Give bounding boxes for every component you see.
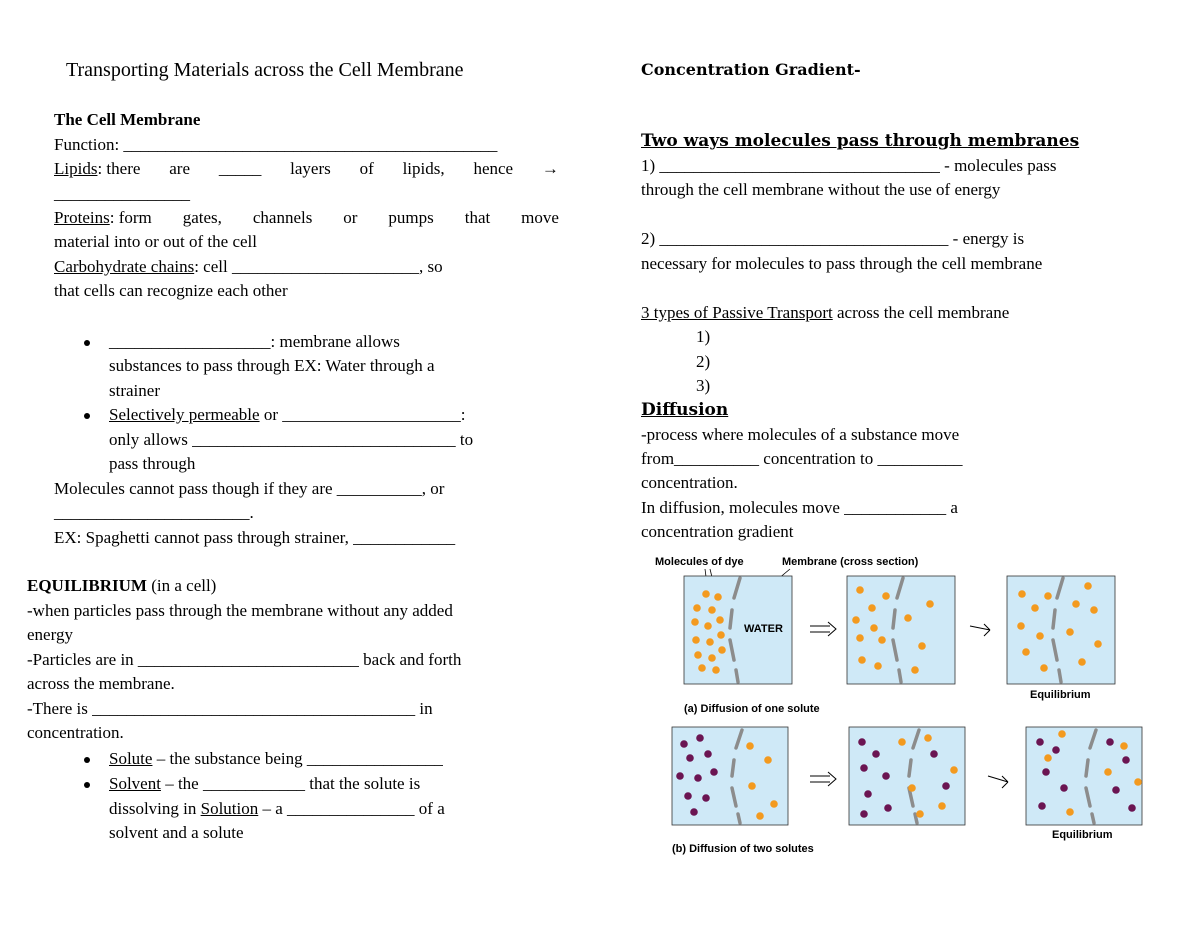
purple-molecule	[1042, 768, 1050, 776]
orange-molecule	[904, 614, 912, 622]
way2-line2: necessary for molecules to pass through the cell membrane	[641, 254, 1043, 273]
eq-line1: -when particles pass through the membrane without any added	[27, 601, 453, 620]
purple-molecule	[1038, 802, 1046, 810]
orange-molecule	[712, 666, 720, 674]
purple-molecule	[858, 738, 866, 746]
orange-molecule	[916, 810, 924, 818]
solvent-label: Solvent	[109, 774, 161, 793]
bullet2-line3: pass through	[109, 454, 196, 473]
purple-molecule	[702, 794, 710, 802]
orange-molecule	[1094, 640, 1102, 648]
orange-molecule	[691, 618, 699, 626]
water-box-b2	[849, 727, 965, 825]
lipids-word: lipids,	[402, 159, 445, 178]
orange-molecule	[716, 616, 724, 624]
water-label: WATER	[744, 623, 783, 635]
purple-molecule	[884, 804, 892, 812]
diff-line3: concentration.	[641, 473, 738, 492]
bullet1-line3: strainer	[109, 381, 160, 400]
eq-line5: -There is ______________________________________ in	[27, 699, 433, 718]
purple-molecule	[1128, 804, 1136, 812]
bullet-dot	[84, 782, 90, 788]
orange-molecule	[1031, 604, 1039, 612]
orange-molecule	[1058, 730, 1066, 738]
proteins-word: move	[521, 208, 559, 227]
solute-rest: – the substance being ________________	[152, 749, 443, 768]
purple-molecule	[686, 754, 694, 762]
orange-molecule	[748, 782, 756, 790]
diffusion-heading: Diffusion	[641, 400, 729, 420]
water-box-a2	[847, 576, 955, 684]
orange-molecule	[1017, 622, 1025, 630]
purple-molecule	[942, 782, 950, 790]
orange-molecule	[858, 656, 866, 664]
orange-molecule	[717, 631, 725, 639]
bullet2-line2: only allows _______________________________ to	[109, 430, 474, 449]
bullet-dot	[84, 340, 90, 346]
eq-line4: across the membrane.	[27, 674, 175, 693]
double-arrow-icon	[810, 772, 836, 786]
orange-molecule	[870, 624, 878, 632]
solute-label: Solute	[109, 749, 153, 768]
diff-line4: In diffusion, molecules move ____________ a	[641, 498, 958, 517]
orange-molecule	[856, 586, 864, 594]
orange-molecule	[1084, 582, 1092, 590]
purple-molecule	[684, 792, 692, 800]
proteins-word: : form	[109, 208, 152, 227]
orange-molecule	[693, 604, 701, 612]
purple-molecule	[690, 808, 698, 816]
diff-line2: from__________ concentration to __________	[641, 449, 963, 468]
purple-molecule	[930, 750, 938, 758]
membrane-cross-section-label: Membrane (cross section)	[782, 556, 919, 568]
lipids-label: Lipids	[54, 159, 98, 178]
proteins-line2: material into or out of the cell	[54, 232, 257, 251]
two-ways-heading: Two ways molecules pass through membranes	[641, 131, 1080, 151]
eq-line2: energy	[27, 625, 73, 644]
orange-molecule	[856, 634, 864, 642]
bullet2-rest: or _____________________:	[259, 405, 466, 424]
water-box-b1	[672, 727, 788, 825]
purple-molecule	[680, 740, 688, 748]
bullet-dot	[84, 757, 90, 763]
orange-molecule	[1090, 606, 1098, 614]
solvent-line2-pre: dissolving in	[109, 799, 201, 818]
lipids-word: layers	[290, 159, 331, 178]
proteins-line	[54, 206, 559, 230]
orange-molecule	[908, 784, 916, 792]
orange-molecule	[764, 756, 772, 764]
solvent-line2-post: – a _______________ of a	[258, 799, 445, 818]
caption-a: (a) Diffusion of one solute	[684, 703, 820, 715]
orange-molecule	[868, 604, 876, 612]
purple-molecule	[696, 734, 704, 742]
equilibrium-heading-line	[27, 574, 216, 598]
way1-line1: 1) _________________________________ - molecules pass	[641, 156, 1057, 175]
cell-membrane-heading: The Cell Membrane	[54, 110, 201, 129]
bullet1-line2: substances to pass through EX: Water through a	[109, 356, 435, 375]
proteins-word: pumps	[388, 208, 434, 227]
equilibrium-heading: EQUILIBRIUM	[27, 576, 147, 595]
carbs-line2: that cells can recognize each other	[54, 281, 288, 300]
orange-molecule	[1044, 592, 1052, 600]
orange-molecule	[1066, 628, 1074, 636]
orange-molecule	[878, 636, 886, 644]
orange-molecule	[698, 664, 706, 672]
orange-molecule	[926, 600, 934, 608]
proteins-word: channels	[252, 208, 313, 227]
equilibrium-sub: (in a cell)	[146, 576, 217, 595]
orange-molecule	[708, 654, 716, 662]
type-item-1: 1)	[696, 327, 711, 346]
carbs-line	[54, 255, 443, 279]
bullet2-line1	[109, 403, 465, 427]
solvent-line2	[109, 797, 445, 821]
orange-molecule	[898, 738, 906, 746]
diff-line5: concentration gradient	[641, 522, 794, 541]
type-item-3: 3)	[696, 376, 711, 395]
proteins-word: or	[343, 208, 358, 227]
orange-molecule	[950, 766, 958, 774]
function-line: Function: ____________________________________________	[54, 135, 498, 154]
orange-molecule	[852, 616, 860, 624]
solution-label: Solution	[200, 799, 259, 818]
orange-molecule	[694, 651, 702, 659]
orange-molecule	[746, 742, 754, 750]
purple-molecule	[1036, 738, 1044, 746]
passive-types-line	[641, 301, 1009, 325]
caption-b: (b) Diffusion of two solutes	[672, 843, 814, 855]
bullet1-line1: ___________________: membrane allows	[109, 332, 400, 351]
solvent-line3: solvent and a solute	[109, 823, 244, 842]
molecules-line2: _______________________.	[54, 503, 254, 522]
purple-molecule	[864, 790, 872, 798]
orange-molecule	[1104, 768, 1112, 776]
purple-molecule	[1122, 756, 1130, 764]
bullet-dot	[84, 413, 90, 419]
purple-molecule	[676, 772, 684, 780]
orange-molecule	[911, 666, 919, 674]
purple-molecule	[860, 810, 868, 818]
diff-line1: -process where molecules of a substance move	[641, 425, 960, 444]
orange-molecule	[938, 802, 946, 810]
orange-molecule	[706, 638, 714, 646]
purple-molecule	[860, 764, 868, 772]
orange-molecule	[1044, 754, 1052, 762]
way1-line2: through the cell membrane without the use of energy	[641, 180, 1001, 199]
passive-types-rest: across the cell membrane	[832, 303, 1010, 322]
passive-types-label: 3 types of Passive Transport	[641, 303, 833, 322]
diffusion-diagram	[650, 550, 1150, 860]
lipids-word: are	[169, 159, 190, 178]
concentration-gradient-heading: Concentration Gradient-	[641, 60, 861, 79]
lipids-line	[54, 157, 559, 181]
orange-molecule	[770, 800, 778, 808]
purple-molecule	[1060, 784, 1068, 792]
purple-molecule	[710, 768, 718, 776]
equilibrium-a-label: Equilibrium	[1030, 689, 1091, 701]
orange-molecule	[1018, 590, 1026, 598]
orange-molecule	[692, 636, 700, 644]
double-arrow-icon	[810, 622, 836, 636]
orange-molecule	[714, 593, 722, 601]
page-title: Transporting Materials across the Cell Membrane	[66, 59, 464, 81]
purple-molecule	[694, 774, 702, 782]
solvent-line	[109, 772, 420, 796]
type-item-2: 2)	[696, 352, 711, 371]
way2-line1: 2) __________________________________ - energy is	[641, 229, 1025, 248]
proteins-label: Proteins	[54, 208, 110, 227]
orange-molecule	[1066, 808, 1074, 816]
lipids-word: : there	[97, 159, 141, 178]
orange-molecule	[1134, 778, 1142, 786]
lipids-blank: ________________	[54, 184, 190, 203]
carbs-label: Carbohydrate chains	[54, 257, 195, 276]
orange-molecule	[1072, 600, 1080, 608]
orange-molecule	[1022, 648, 1030, 656]
purple-molecule	[1052, 746, 1060, 754]
lipids-word: hence	[473, 159, 514, 178]
molecules-line1: Molecules cannot pass though if they are __________, or	[54, 479, 445, 498]
proteins-word: gates,	[182, 208, 222, 227]
proteins-word: that	[464, 208, 491, 227]
solvent-rest: – the ____________ that the solute is	[160, 774, 421, 793]
lipids-word: _____	[218, 159, 262, 178]
purple-molecule	[1106, 738, 1114, 746]
orange-molecule	[704, 622, 712, 630]
purple-molecule	[882, 772, 890, 780]
eq-line3: -Particles are in __________________________ back and forth	[27, 650, 462, 669]
orange-molecule	[874, 662, 882, 670]
orange-molecule	[1036, 632, 1044, 640]
eq-line6: concentration.	[27, 723, 124, 742]
orange-molecule	[1078, 658, 1086, 666]
solute-line	[109, 747, 443, 771]
orange-molecule	[756, 812, 764, 820]
arrow-icon	[988, 776, 1008, 788]
selectively-permeable-label: Selectively permeable	[109, 405, 260, 424]
arrow-icon	[970, 624, 990, 636]
example-line: EX: Spaghetti cannot pass through strainer, ____________	[54, 528, 456, 547]
lipids-word: of	[359, 159, 374, 178]
orange-molecule	[708, 606, 716, 614]
arrow-icon: →	[541, 159, 559, 178]
molecules-of-dye-label: Molecules of dye	[655, 556, 744, 568]
orange-molecule	[1040, 664, 1048, 672]
carbs-rest: : cell ______________________, so	[194, 257, 443, 276]
purple-molecule	[872, 750, 880, 758]
equilibrium-b-label: Equilibrium	[1052, 829, 1113, 841]
purple-molecule	[704, 750, 712, 758]
orange-molecule	[702, 590, 710, 598]
orange-molecule	[882, 592, 890, 600]
orange-molecule	[918, 642, 926, 650]
orange-molecule	[1120, 742, 1128, 750]
purple-molecule	[1112, 786, 1120, 794]
orange-molecule	[718, 646, 726, 654]
orange-molecule	[924, 734, 932, 742]
